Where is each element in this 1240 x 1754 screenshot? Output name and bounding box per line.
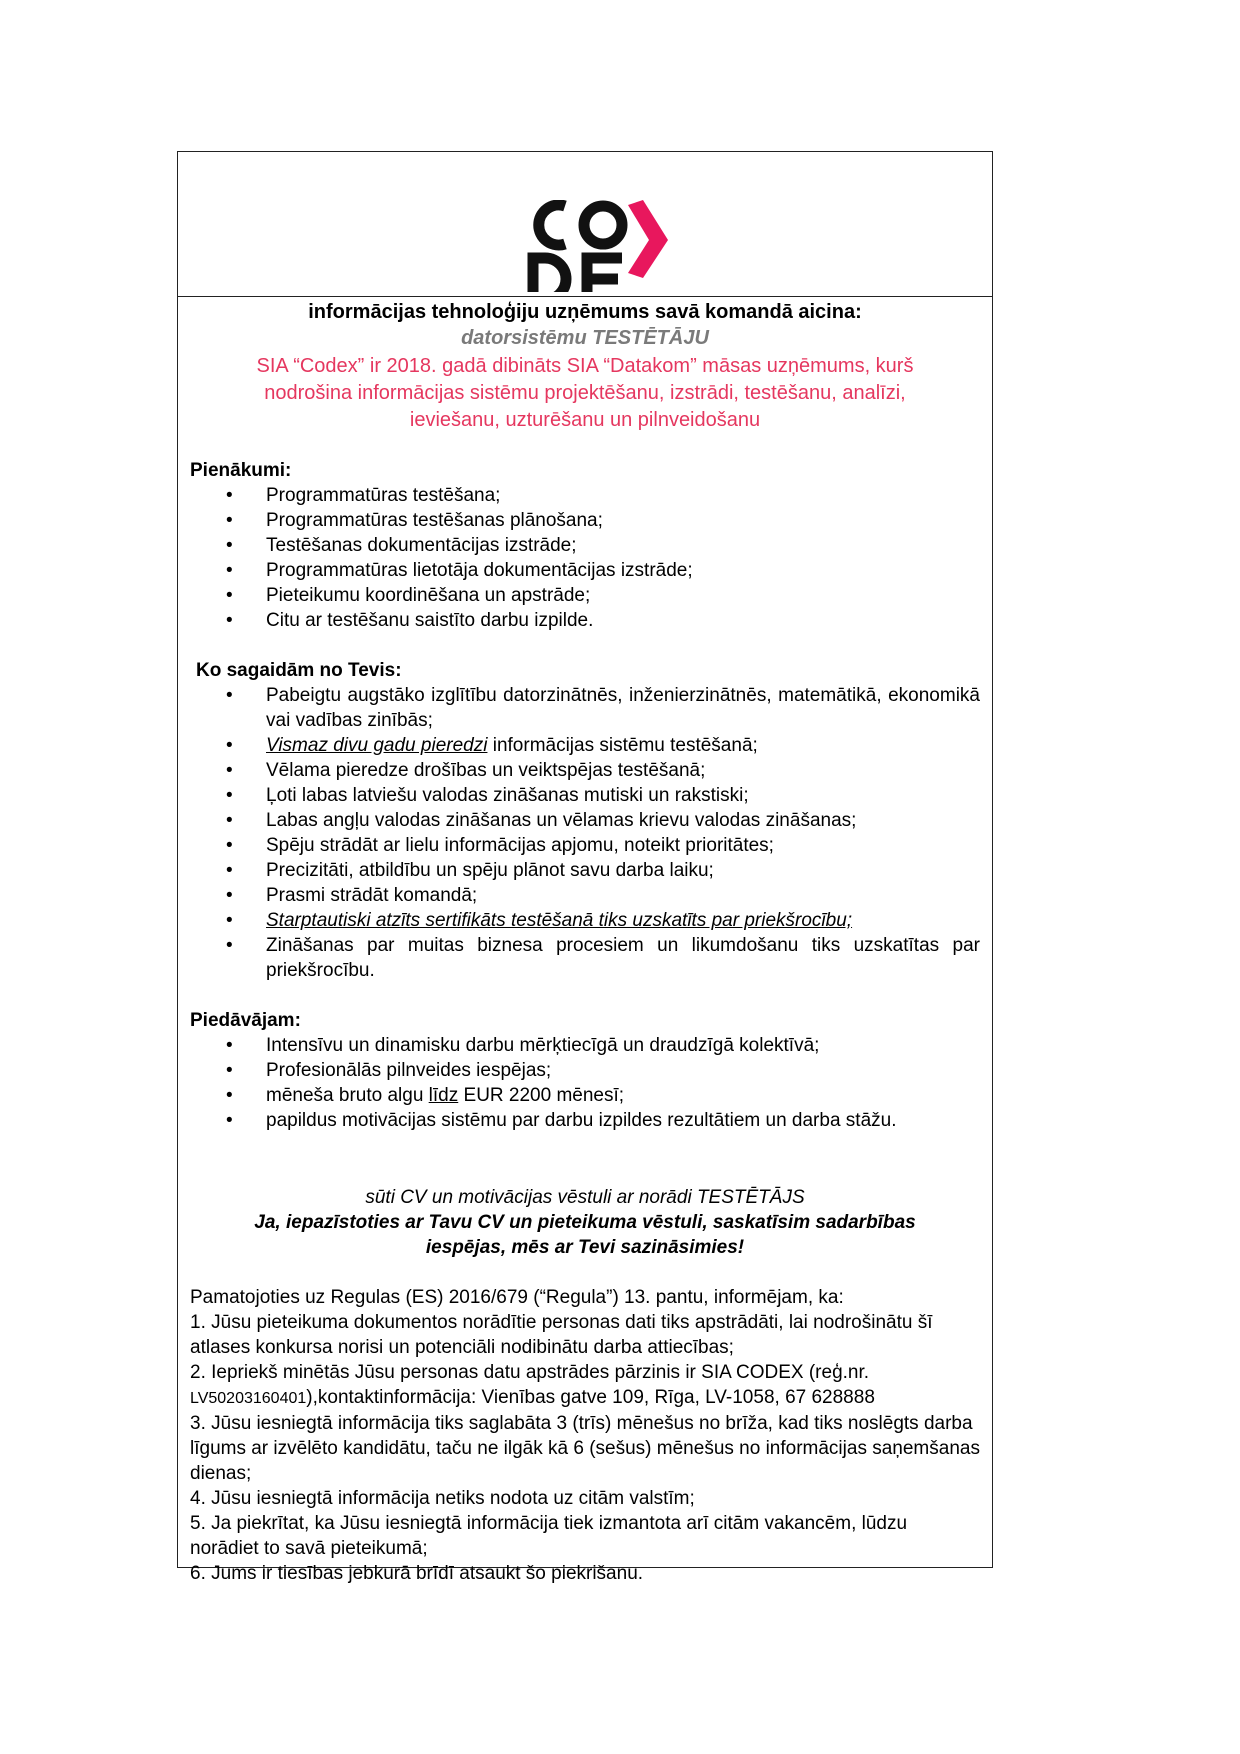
certificate-emphasis: Starptautiski atzīts sertifikāts testēšanā tiks uzskatīts par priekšrocību; (266, 910, 853, 931)
list-item: • Profesionālās pilnveides iespējas; (226, 1060, 552, 1081)
list-item: • Intensīvu un dinamisku darbu mērķtiecīgā un draudzīgā kolektīvā; (226, 1035, 820, 1056)
bullet-icon: • (226, 1035, 233, 1056)
offer-list (190, 1033, 980, 1133)
gdpr-point-2: 2. Iepriekš minētās Jūsu personas datu apstrādes pārzinis ir SIA CODEX (reģ.nr. LV50203160401),kontaktinformācija: Vienības gatve 109, Rīga, LV-1058, 67 628888 (190, 1362, 875, 1408)
gdpr-point-4: 4. Jūsu iesniegtā informācija netiks nodota uz citām valstīm; (190, 1488, 695, 1509)
bullet-icon: • (226, 560, 233, 581)
bullet-icon: • (226, 610, 233, 631)
gdpr-point-3: 3. Jūsu iesniegtā informācija tiks saglabāta 3 (trīs) mēnešus no brīža, kad tiks noslēgts darba līgums ar izvēlēto kandidātu, taču ne ilgāk kā 6 (sešus) mēnešus no informācijas saņemšanas dienas; (190, 1413, 980, 1484)
gdpr-notice (190, 1285, 980, 1586)
offer-title: Piedāvājam: (190, 1010, 301, 1031)
bullet-icon: • (226, 1060, 233, 1081)
bullet-icon: • (226, 935, 233, 956)
codex-logo (523, 200, 693, 292)
list-item: • Ļoti labas latviešu valodas zināšanas mutiski un rakstiski; (226, 785, 749, 806)
list-item: • Precizitāti, atbildību un spēju plānot savu darba laiku; (226, 860, 714, 881)
list-item: • Pabeigtu augstāko izglītību datorzinātnēs, inženierzinātnēs, matemātikā, ekonomikā vai vadības zinībās; (226, 685, 980, 731)
bullet-icon: • (226, 835, 233, 856)
logo-header (178, 152, 992, 297)
list-item: • Programmatūras testēšana; (226, 485, 501, 506)
cta-apply: sūti CV un motivācijas vēstuli ar norādi TESTĒTĀJS (365, 1187, 805, 1208)
registration-number: LV50203160401 (190, 1390, 307, 1407)
list-item: • Spēju strādāt ar lielu informācijas apjomu, noteikt prioritātes; (226, 835, 774, 856)
gdpr-point-1: 1. Jūsu pieteikuma dokumentos norādītie personas dati tiks apstrādāti, lai nodrošinātu šī atlases konkursa norisi un potenciāli nodibinātu darba attiecības; (190, 1312, 933, 1358)
gdpr-intro: Pamatojoties uz Regulas (ES) 2016/679 (“Regula”) 13. pantu, informējam, ka: (190, 1287, 844, 1308)
list-item (226, 908, 980, 933)
list-item: • Prasmi strādāt komandā; (226, 885, 478, 906)
list-item: • Programmatūras testēšanas plānošana; (226, 510, 603, 531)
bullet-icon: • (226, 735, 233, 756)
cta-contact: Ja, iepazīstoties ar Tavu CV un pieteikuma vēstuli, saskatīsim sadarbības iespējas, mēs ar Tevi sazināsimies! (254, 1212, 916, 1258)
bullet-icon: • (226, 1110, 233, 1131)
list-item: • papildus motivācijas sistēmu par darbu izpildes rezultātiem un darba stāžu. (226, 1110, 897, 1131)
list-item: • Vismaz divu gadu pieredzi informācijas sistēmu testēšanā; (226, 735, 758, 756)
bullet-icon: • (226, 685, 233, 706)
salary-emphasis: līdz (428, 1085, 459, 1106)
duties-list (190, 483, 980, 633)
bullet-icon: • (226, 485, 233, 506)
bullet-icon: • (226, 510, 233, 531)
company-intro: SIA “Codex” ir 2018. gadā dibināts SIA “Datakom” māsas uzņēmums, kurš nodrošina informācijas sistēmu projektēšanu, izstrādi, testēšanu, analīzi, ieviešanu, uzturēšanu un pilnveidošanu (256, 355, 914, 431)
bullet-icon: • (226, 885, 233, 906)
requirements-title: Ko sagaidām no Tevis: (196, 660, 402, 681)
gdpr-point-5: 5. Ja piekrītat, ka Jūsu iesniegtā informācija tiek izmantota arī citām vakancēm, lūdzu norādiet to savā pieteikumā; (190, 1513, 908, 1559)
list-item: • Vēlama pieredze drošības un veiktspējas testēšanā; (226, 760, 706, 781)
duties-title: Pienākumi: (190, 460, 292, 481)
list-item: • mēneša bruto algu līdz EUR 2200 mēnesī; (226, 1085, 625, 1106)
list-item: • Labas angļu valodas zināšanas un vēlamas krievu valodas zināšanas; (226, 810, 857, 831)
bullet-icon: • (226, 860, 233, 881)
bullet-icon: • (226, 810, 233, 831)
list-item: • Pieteikumu koordinēšana un apstrāde; (226, 585, 591, 606)
experience-emphasis: Vismaz divu gadu pieredzi (266, 735, 488, 756)
bullet-icon: • (226, 585, 233, 606)
list-item: • Citu ar testēšanu saistīto darbu izpilde. (226, 610, 594, 631)
bullet-icon: • (226, 785, 233, 806)
bullet-icon: • (226, 535, 233, 556)
gdpr-point-6: 6. Jums ir tiesības jebkurā brīdī atsaukt šo piekrišanu. (190, 1563, 644, 1584)
position-title: datorsistēmu TESTĒTĀJU (461, 327, 709, 349)
bullet-icon: • (226, 760, 233, 781)
list-item: • Testēšanas dokumentācijas izstrāde; (226, 535, 577, 556)
bullet-icon: • (226, 1085, 233, 1106)
requirements-list (190, 683, 980, 983)
list-item: • Programmatūras lietotāja dokumentācijas izstrāde; (226, 560, 693, 581)
bullet-icon: • (226, 910, 233, 931)
list-item: • Zināšanas par muitas biznesa procesiem un likumdošanu tiks uzskatītas par priekšrocību. (226, 935, 980, 981)
job-ad-frame (177, 151, 993, 1584)
header-invite: informācijas tehnoloģiju uzņēmums savā komandā aicina: (308, 301, 862, 323)
codex-logo-mark-icon (523, 200, 693, 292)
ad-content (190, 299, 980, 1586)
